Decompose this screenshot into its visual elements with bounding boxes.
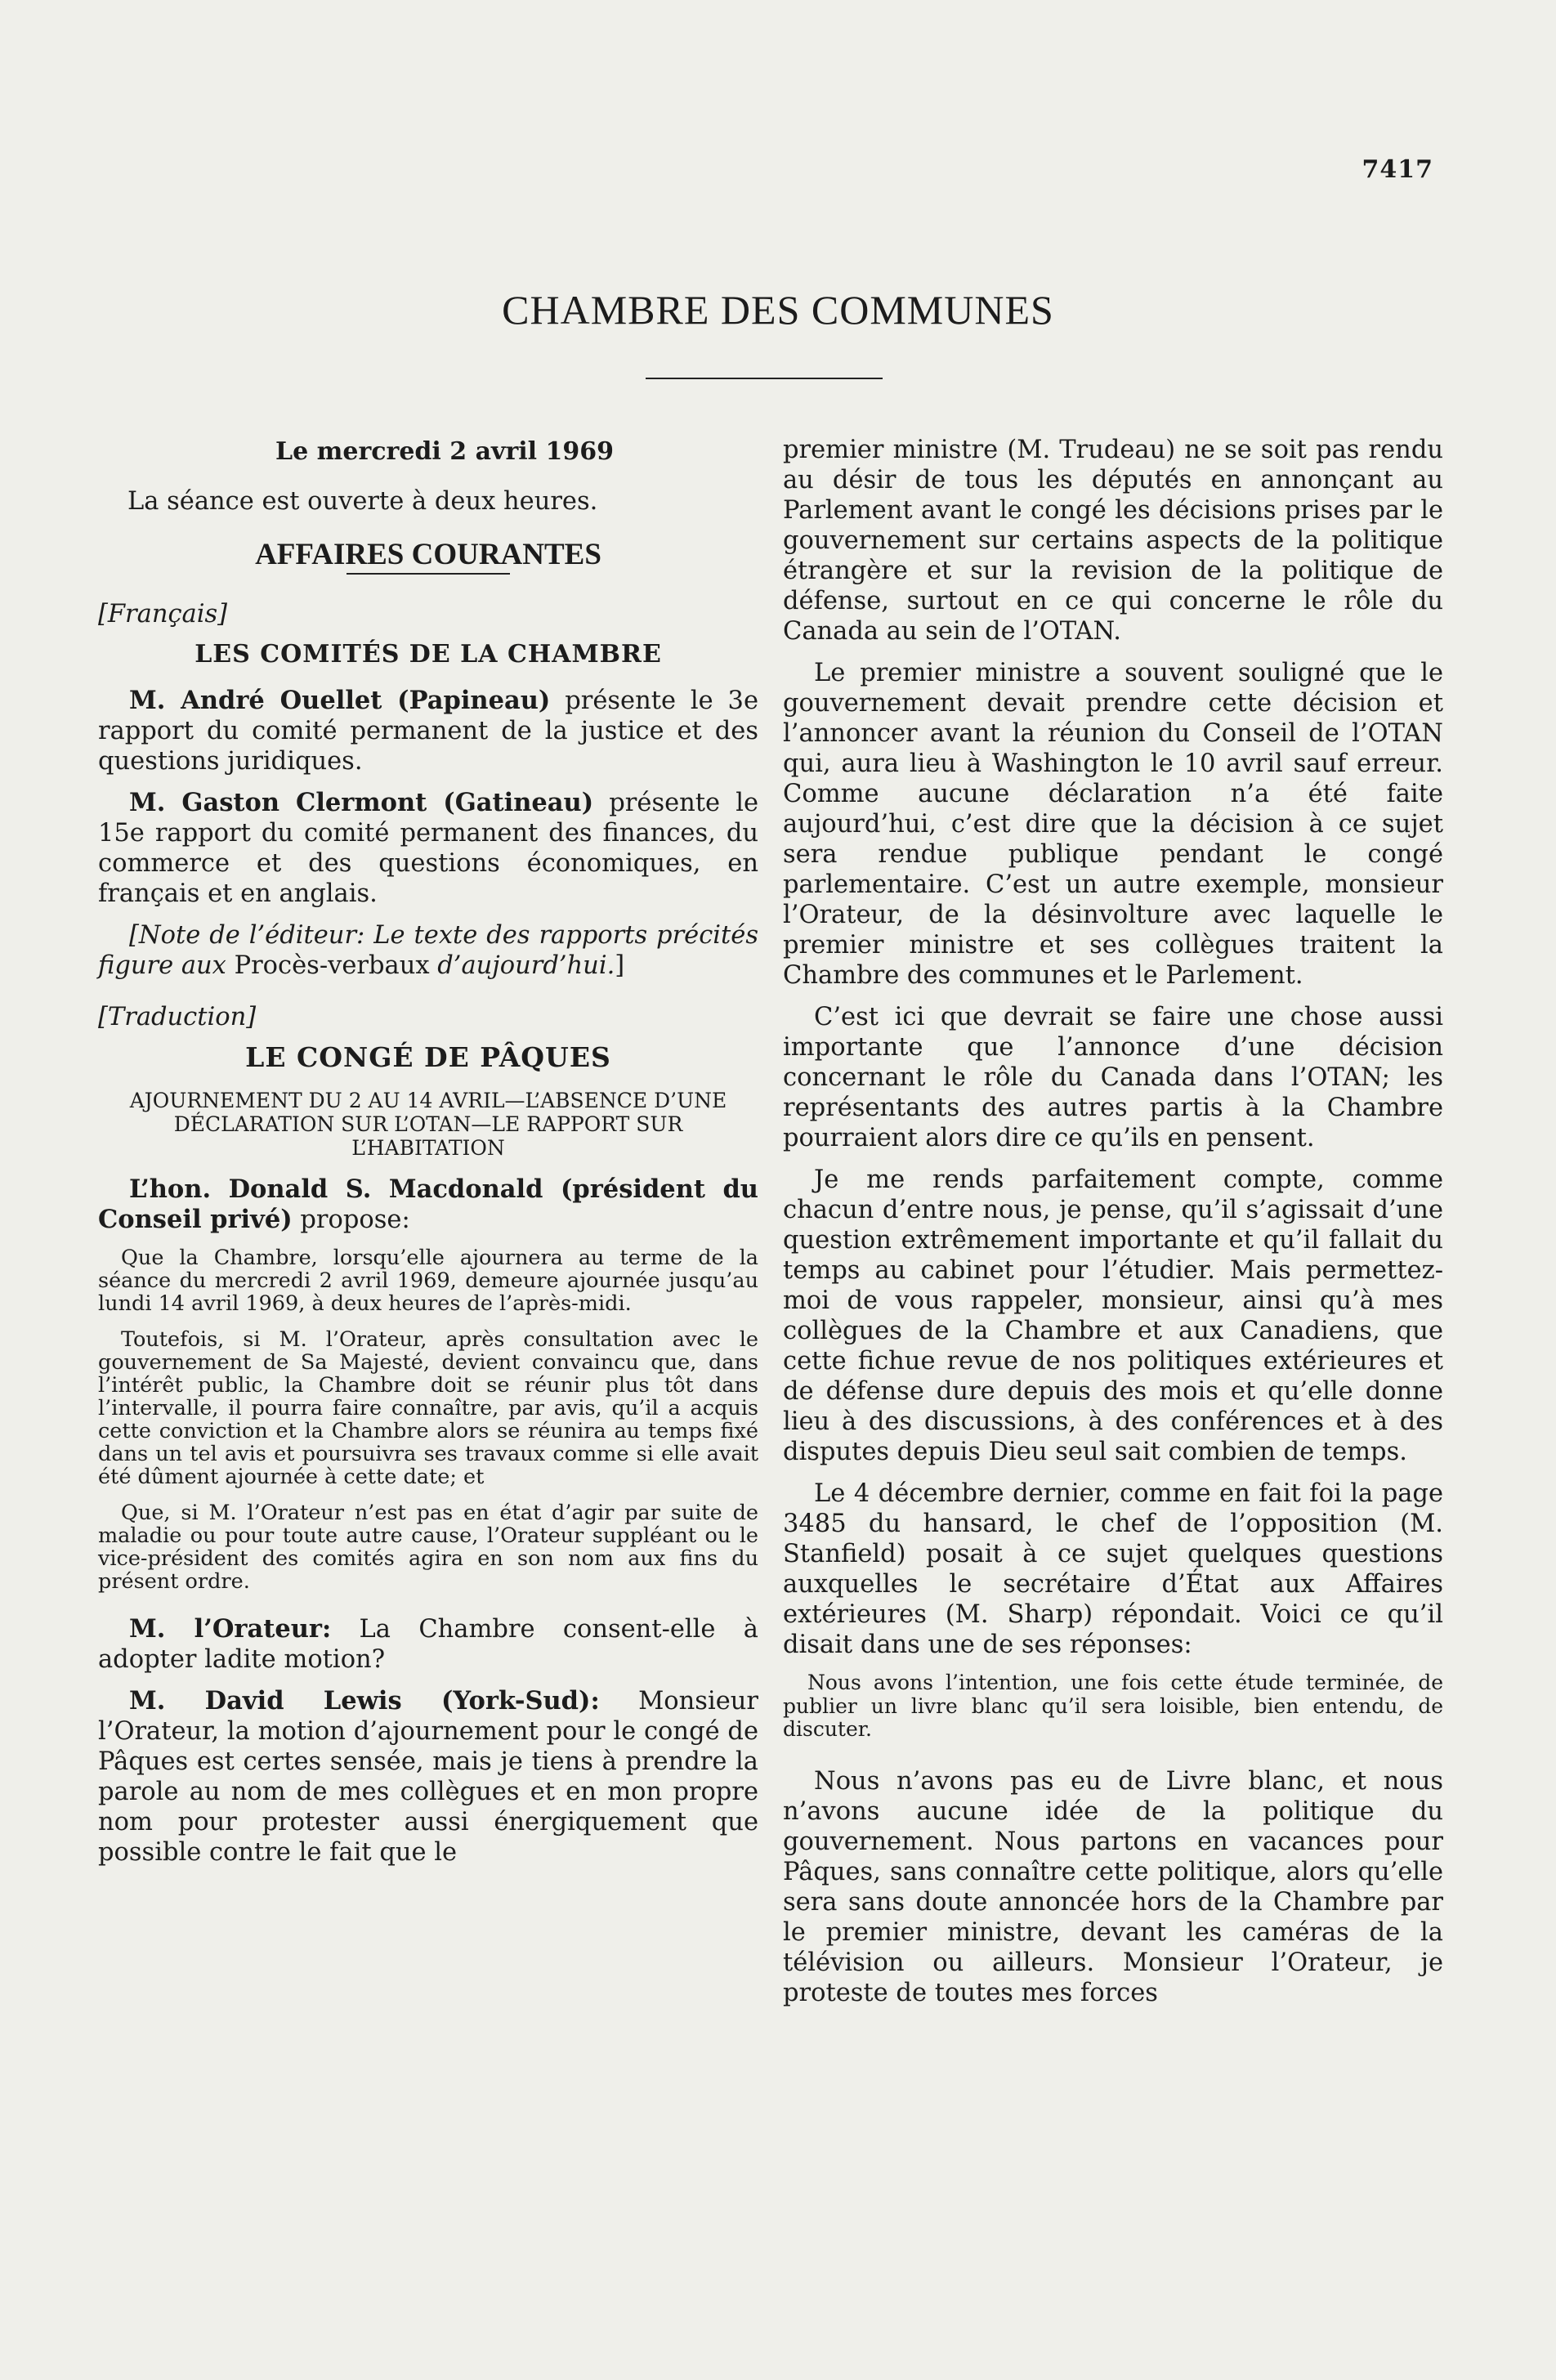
section-divider — [347, 573, 510, 575]
body-paragraph: premier ministre (M. Trudeau) ne se soit pas rendu au désir de tous les députés en annonçant au Parlement avant le congé les décisions prises par le gouvernement sur certains aspects de la politique étrangère et sur la revision de la politique de défense, surtout en ce qui concerne le rôle du Canada au sein de l’OTAN. — [783, 436, 1443, 646]
lewis-paragraph — [98, 1686, 758, 1868]
right-column — [783, 435, 1443, 2020]
ouellet-paragraph — [98, 686, 758, 776]
agenda-subheading: AJOURNEMENT DU 2 AU 14 AVRIL—L’ABSENCE D’UNE DÉCLARATION SUR L’OTAN—LE RAPPORT SUR L’HABITATION — [129, 1089, 727, 1160]
note-close: ] — [615, 951, 625, 980]
section-title: AFFAIRES COURANTES — [255, 538, 601, 571]
note-title: Procès-verbaux — [226, 951, 438, 980]
clermont-paragraph — [98, 788, 758, 909]
language-tag-traduction: [Traduction] — [98, 1003, 257, 1031]
sharp-quote: Nous avons l’intention, une fois cette étude terminée, de publier un livre blanc qu’il sera loisible, bien entendu, de discuter. — [783, 1671, 1443, 1741]
note-text: [Note de l’éditeur: Le texte des rapports précités figure aux — [98, 921, 758, 980]
body-paragraph: Le 4 décembre dernier, comme en fait foi la page 3485 du hansard, le chef de l’opposition (M. Stanfield) posait à ce sujet quelques questions auxquelles le secrétaire d’État aux Affaires extérieures (M. Sharp) répondait. Voici ce qu’il disait dans une de ses réponses: — [783, 1479, 1443, 1659]
body-paragraph: C’est ici que devrait se faire une chose aussi importante que l’annonce d’une décision concernant le rôle du Canada dans l’OTAN; les représentants des autres partis à la Chambre pourraient alors dire ce qu’ils en pensent. — [783, 1003, 1443, 1152]
motion-paragraph: Que, si M. l’Orateur n’est pas en état d’agir par suite de maladie ou pour toute autre cause, l’Orateur suppléant ou le vice-président des comités agira en son nom aux fins du présent ordre. — [98, 1501, 758, 1594]
motion-paragraph: Que la Chambre, lorsqu’elle ajournera au terme de la séance du mercredi 2 avril 1969, demeure ajournée jusqu’au lundi 14 avril 1969, à deux heures de l’après-midi. — [98, 1246, 758, 1316]
seance-opening: La séance est ouverte à deux heures. — [127, 487, 598, 516]
comites-heading: LES COMITÉS DE LA CHAMBRE — [194, 640, 662, 669]
orateur-paragraph — [98, 1614, 758, 1675]
easter-heading: LE CONGÉ DE PÂQUES — [245, 1041, 611, 1073]
speaker-name: M. André Ouellet (Papineau) — [129, 686, 551, 715]
page-number: 7417 — [1362, 155, 1433, 184]
body-paragraph: Je me rends parfaitement compte, comme chacun d’entre nous, je pense, qu’il s’agissait d’une question extrêmement importante et qu’il fallait du temps au cabinet pour l’étudier. Mais permettez-moi de vous rappeler, monsieur, ainsi qu’à mes collègues de la Chambre et aux Canadiens, que cette fichue revue de nos politiques extérieures et de défense dure depuis des mois et qu’elle donne lieu à des discussions, à des conférences et à des disputes depuis Dieu seul sait combien de temps. — [783, 1165, 1443, 1466]
paragraph-text: propose: — [292, 1206, 410, 1234]
date-line: Le mercredi 2 avril 1969 — [275, 437, 614, 466]
speaker-name: M. David Lewis (York-Sud): — [129, 1686, 600, 1716]
macdonald-paragraph — [98, 1174, 758, 1235]
left-column — [98, 433, 758, 1879]
paragraph-text: présente le 15e rapport du comité permanent des finances, du commerce et des questions économiques, en français et en anglais. — [98, 789, 759, 908]
paragraph-text: Monsieur l’Orateur, la motion d’ajournement pour le congé de Pâques est certes sensée, mais je tiens à prendre la parole au nom de mes collègues et en mon propre nom pour protester aussi énergiquement que possible contre le fait que le — [98, 1687, 758, 1867]
speaker-name: L’hon. Donald S. Macdonald (président du Conseil privé) — [98, 1174, 758, 1234]
paragraph-text: présente le 3e rapport du comité permanent de la justice et des questions juridiques. — [98, 687, 759, 776]
note-text: d’aujourd’hui. — [437, 951, 615, 980]
paragraph-text: La Chambre consent-elle à adopter ladite motion? — [98, 1615, 758, 1674]
body-paragraph: Le premier ministre a souvent souligné que le gouvernement devait prendre cette décision et l’annoncer avant la réunion du Conseil de l’OTAN qui, aura lieu à Washington le 10 avril sauf erreur. Comme aucune déclaration n’a été faite aujourd’hui, c’est dire que la décision à ce sujet sera rendue publique pendant le congé parlementaire. C’est un autre exemple, monsieur l’Orateur, de la désinvolture avec laquelle le premier ministre et ses collègues traitent la Chambre des communes et le Parlement. — [783, 659, 1443, 990]
editor-note — [98, 920, 758, 981]
motion-paragraph: Toutefois, si M. l’Orateur, après consultation avec le gouvernement de Sa Majesté, devient convaincu que, dans l’intérêt public, la Chambre doit se réunir plus tôt dans l’intervalle, il pourra faire connaître, par avis, qu’il a acquis cette conviction et la Chambre alors se réunira au temps fixé dans un tel avis et poursuivra ses travaux comme si elle avait été dûment ajournée à cette date; et — [98, 1327, 758, 1489]
body-paragraph: Nous n’avons pas eu de Livre blanc, et nous n’avons aucune idée de la politique du gouvernement. Nous partons en vacances pour Pâques, sans connaître cette politique, alors qu’elle sera sans doute annoncée hors de la Chambre par le premier ministre, devant les caméras de la télévision ou ailleurs. Monsieur l’Orateur, je proteste de toutes mes forces — [783, 1766, 1443, 2007]
title-divider — [646, 378, 883, 379]
speaker-name: M. Gaston Clermont (Gatineau) — [129, 788, 594, 817]
language-tag-francais: [Français] — [98, 600, 228, 629]
speaker-name: M. l’Orateur: — [129, 1614, 332, 1644]
page-title: CHAMBRE DES COMMUNES — [502, 287, 1054, 333]
